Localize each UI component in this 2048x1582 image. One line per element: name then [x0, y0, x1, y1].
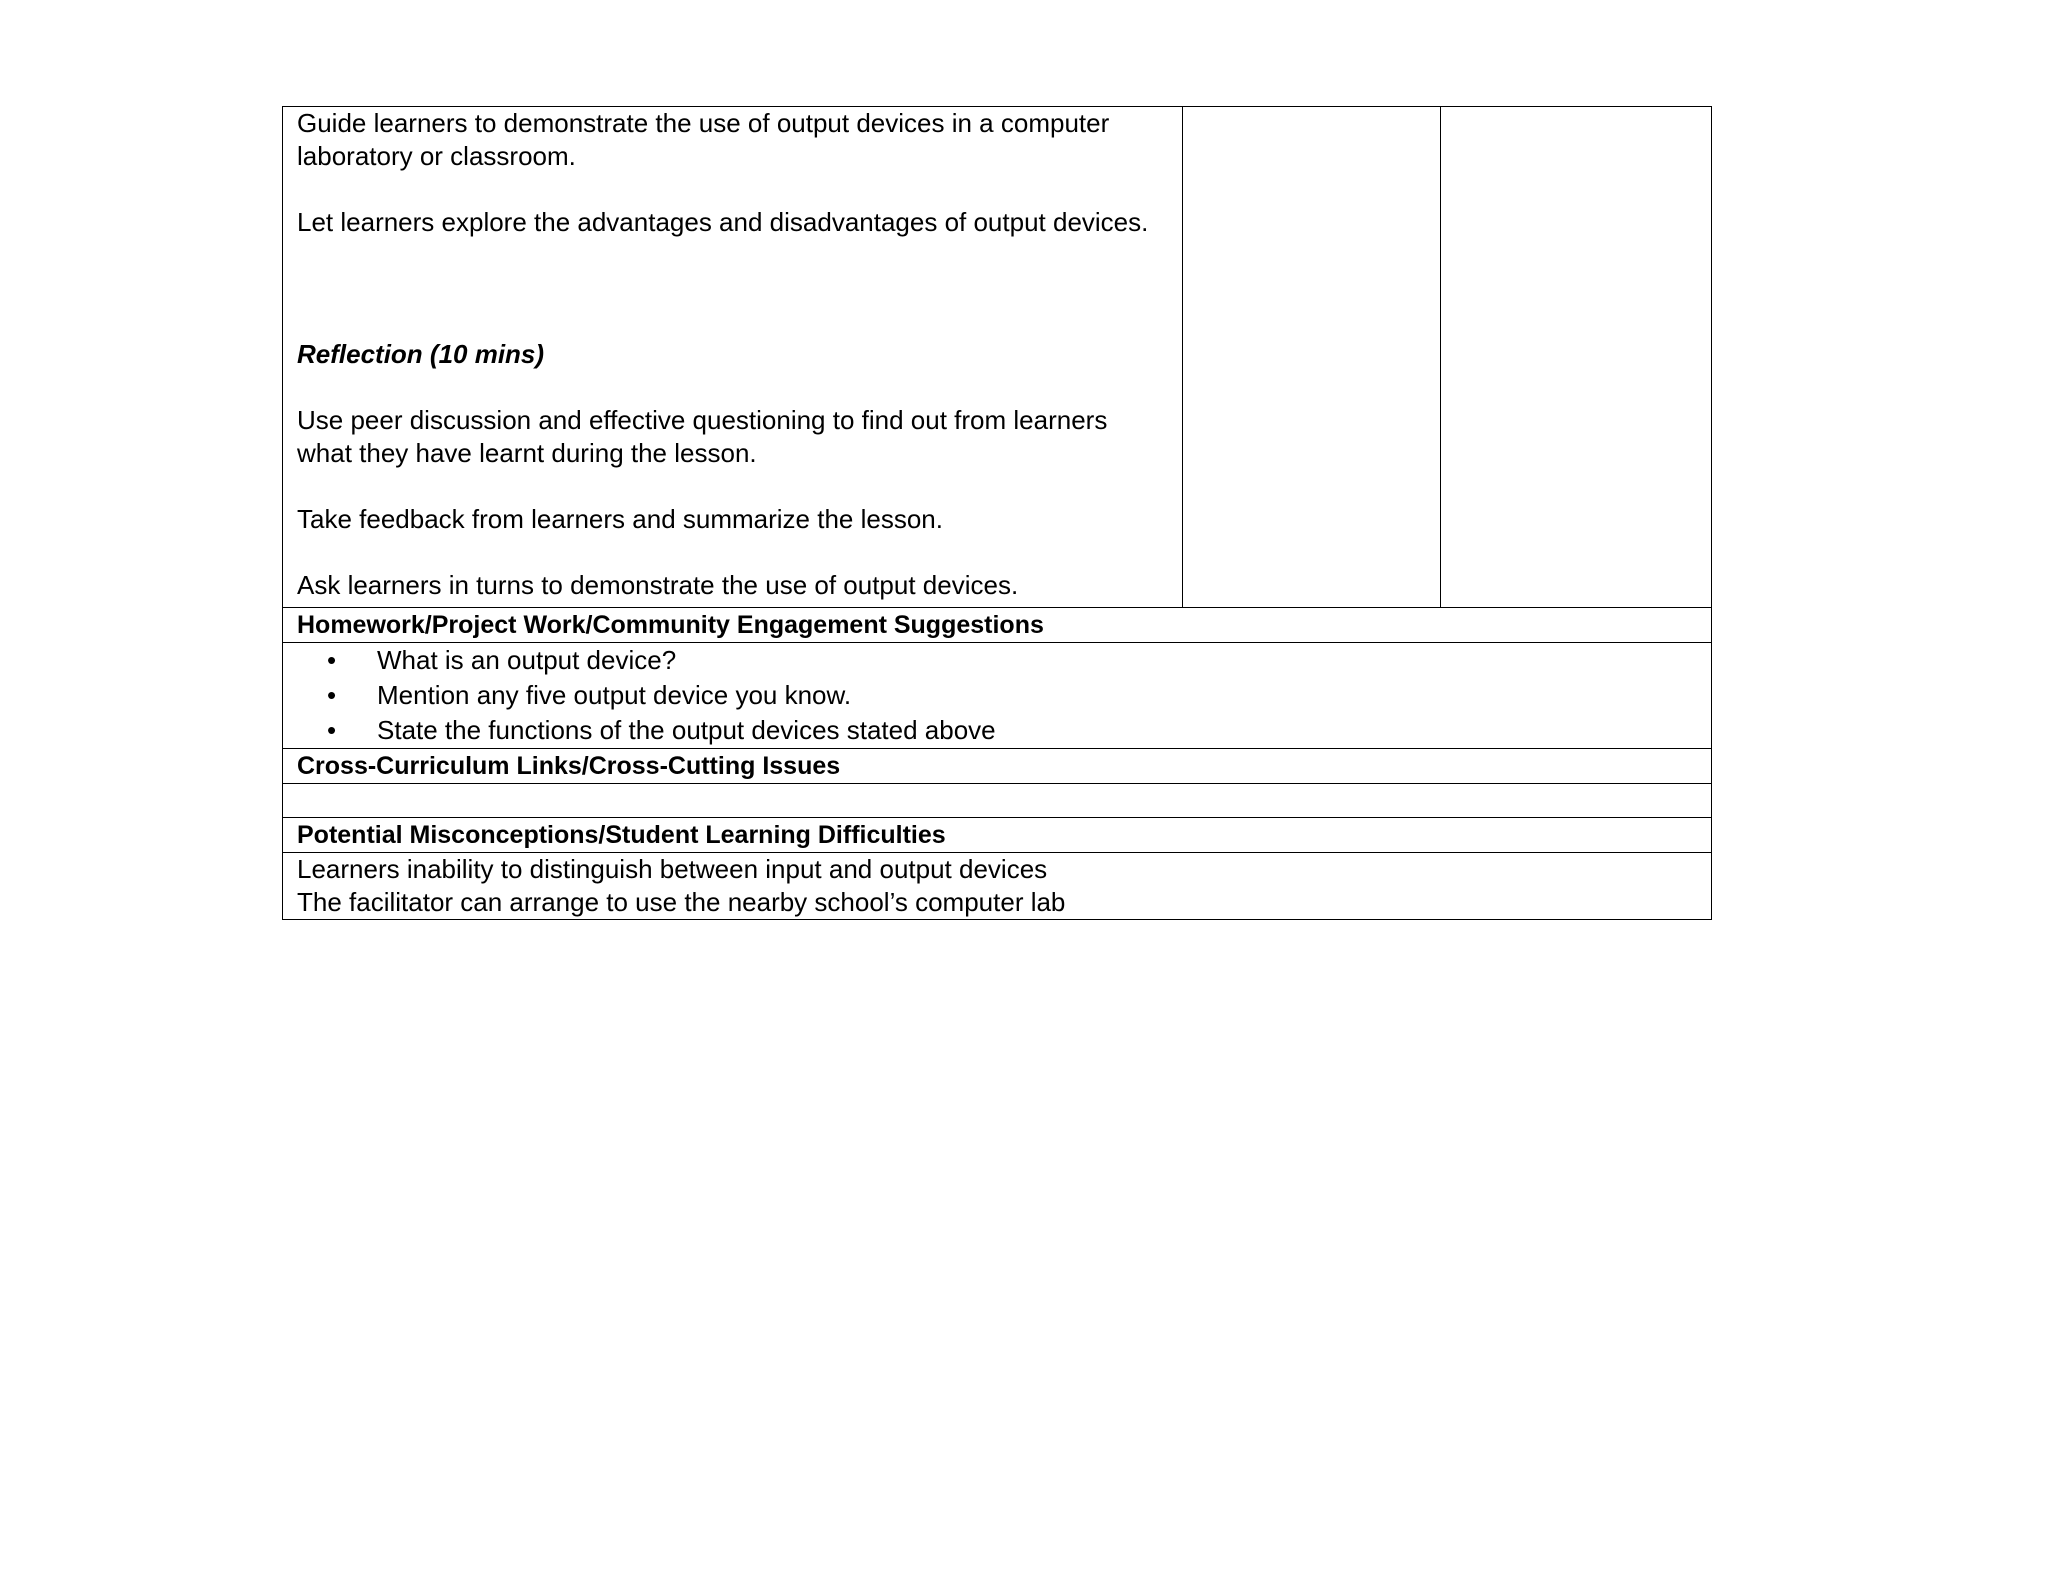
homework-heading-row — [283, 608, 1712, 643]
lesson-plan-table — [282, 106, 1712, 920]
homework-item-text: State the functions of the output devices stated above — [377, 715, 996, 745]
activity-paragraph-2: Let learners explore the advantages and disadvantages of output devices. — [297, 207, 1149, 237]
list-item — [327, 643, 1697, 678]
homework-list — [297, 643, 1697, 748]
misconception-line-1: Learners inability to distinguish between input and output devices — [297, 854, 1048, 884]
misconceptions-content-row — [283, 853, 1712, 920]
homework-content-cell — [283, 643, 1712, 749]
bullet-icon: • — [327, 645, 337, 675]
homework-item-text: Mention any five output device you know. — [377, 680, 852, 710]
homework-content-row — [283, 643, 1712, 749]
misconceptions-heading-row — [283, 818, 1712, 853]
reflection-paragraph-1: Use peer discussion and effective questioning to find out from learners what they have learnt during the lesson. — [297, 405, 1108, 468]
homework-heading: Homework/Project Work/Community Engagement Suggestions — [283, 608, 1712, 643]
activity-paragraph-1: Guide learners to demonstrate the use of output devices in a computer laboratory or classroom. — [297, 108, 1110, 171]
cross-curriculum-heading-row — [283, 749, 1712, 784]
list-item — [327, 713, 1697, 748]
bullet-icon: • — [327, 680, 337, 710]
cross-curriculum-content-row — [283, 784, 1712, 818]
misconceptions-heading: Potential Misconceptions/Student Learning Difficulties — [283, 818, 1712, 853]
misconception-line-2: The facilitator can arrange to use the nearby school’s computer lab — [297, 887, 1066, 917]
homework-item-text: What is an output device? — [377, 645, 677, 675]
cross-curriculum-content — [283, 784, 1712, 818]
reflection-paragraph-2: Take feedback from learners and summarize the lesson. — [297, 504, 943, 534]
misconceptions-content — [283, 853, 1712, 920]
list-item — [327, 678, 1697, 713]
bullet-icon: • — [327, 715, 337, 745]
resources-cell — [1183, 107, 1441, 608]
reflection-paragraph-3: Ask learners in turns to demonstrate the use of output devices. — [297, 570, 1019, 600]
cross-curriculum-heading: Cross-Curriculum Links/Cross-Cutting Issues — [283, 749, 1712, 784]
activities-cell — [283, 107, 1183, 608]
reflection-heading: Reflection (10 mins) — [297, 339, 545, 369]
activities-row — [283, 107, 1712, 608]
notes-cell — [1441, 107, 1712, 608]
